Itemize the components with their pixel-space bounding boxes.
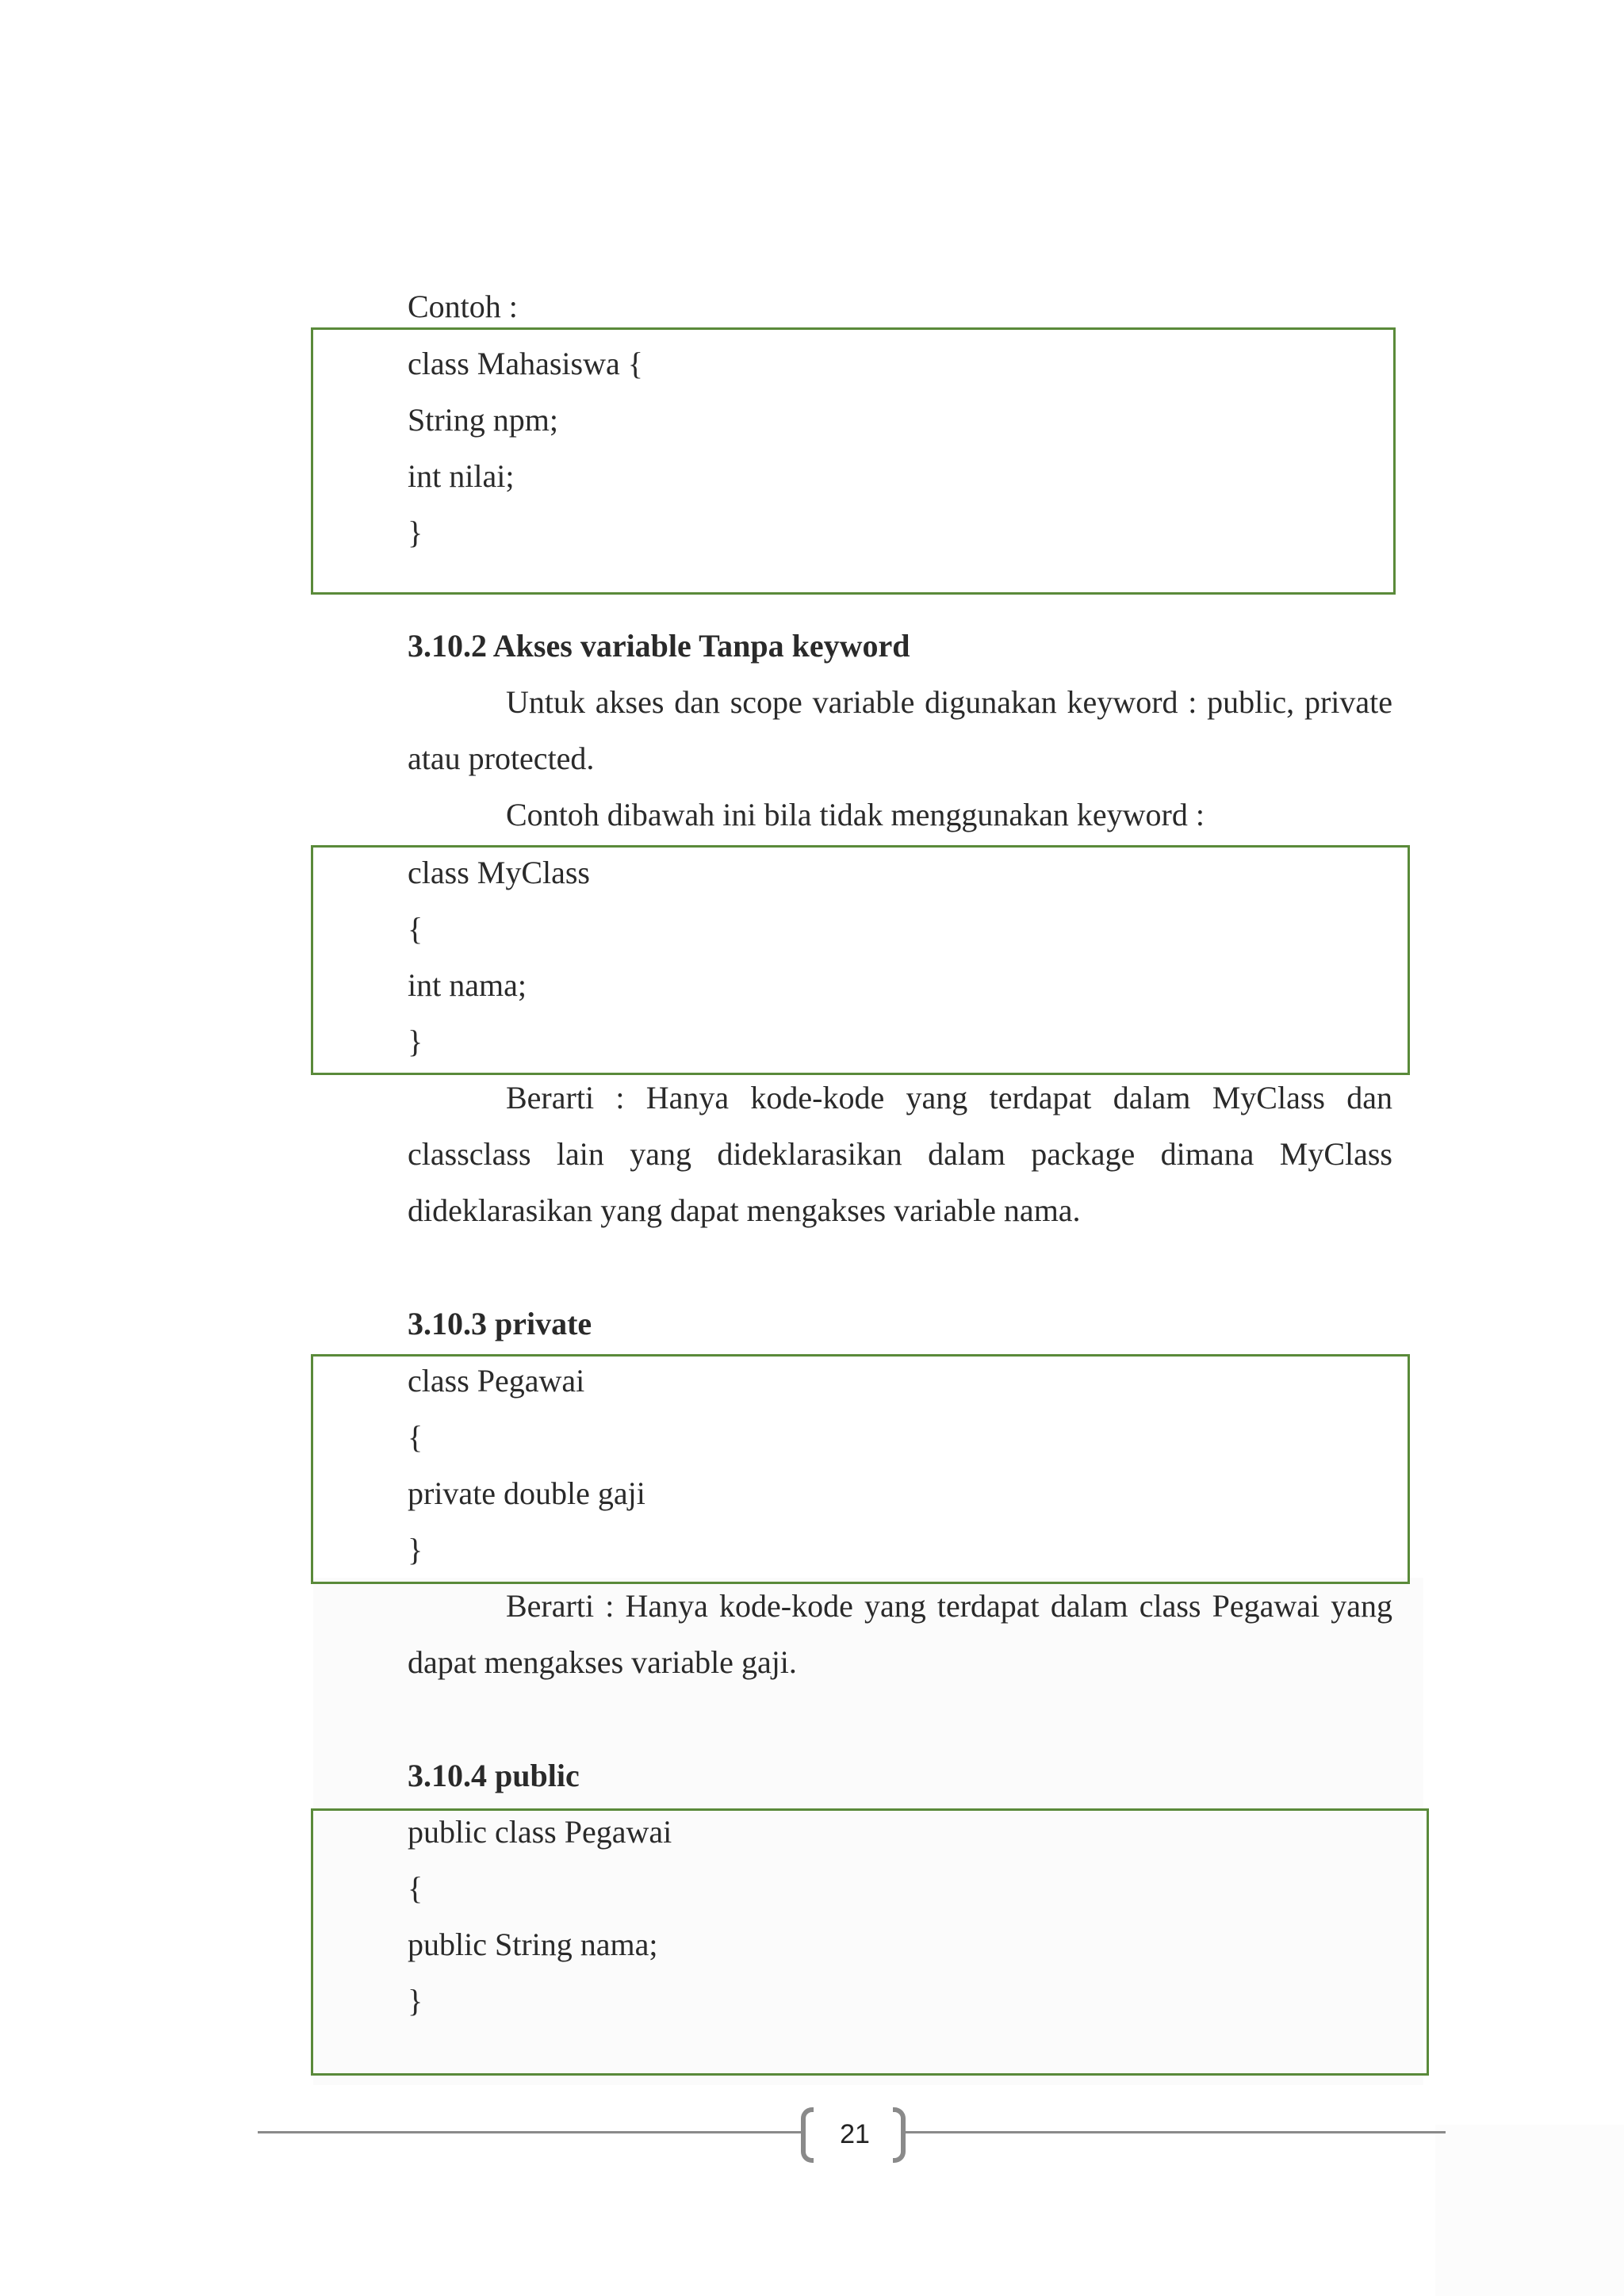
code-line: } [408,1024,423,1059]
page-number-bracket-right [893,2107,906,2163]
paragraph-line: Contoh dibawah ini bila tidak menggunakan keyword : [506,797,1205,832]
footer-rule-right [902,2131,1446,2133]
page-number-bracket-left [801,2107,814,2163]
paragraph-line: dapat mengakses variable gaji. [408,1644,797,1680]
page-number: 21 [840,2119,870,2149]
paragraph-line: Berarti : Hanya kode-kode yang terdapat dalam MyClass dan [506,1080,1392,1115]
footer-rule-left [258,2131,805,2133]
example-label: Contoh : [408,289,518,324]
page-shade-corner [1435,2125,1624,2296]
code-line: private double gaji [408,1475,645,1511]
section-heading-3-10-3: 3.10.3 private [408,1306,592,1341]
code-line: public class Pegawai [408,1814,672,1850]
code-line: } [408,1532,423,1567]
section-heading-3-10-2: 3.10.2 Akses variable Tanpa keyword [408,628,910,664]
code-line: class Mahasiswa { [408,346,643,381]
paragraph-line: classclass lain yang dideklarasikan dalam package dimana MyClass [408,1136,1392,1172]
section-heading-3-10-4: 3.10.4 public [408,1758,580,1793]
code-line: } [408,1983,423,2019]
paragraph-line: dideklarasikan yang dapat mengakses variable nama. [408,1192,1081,1228]
code-line: { [408,1419,423,1455]
code-line: String npm; [408,402,559,438]
paragraph-line: atau protected. [408,740,595,776]
code-line: { [408,1870,423,1906]
code-line: int nama; [408,967,527,1003]
code-line: public String nama; [408,1927,658,1962]
paragraph-line: Berarti : Hanya kode-kode yang terdapat dalam class Pegawai yang [506,1588,1392,1624]
code-line: { [408,911,423,947]
code-line: } [408,515,423,550]
code-line: int nilai; [408,458,515,494]
paragraph-line: Untuk akses dan scope variable digunakan keyword : public, private [506,684,1392,720]
code-line: class Pegawai [408,1363,585,1399]
code-line: class MyClass [408,855,590,890]
